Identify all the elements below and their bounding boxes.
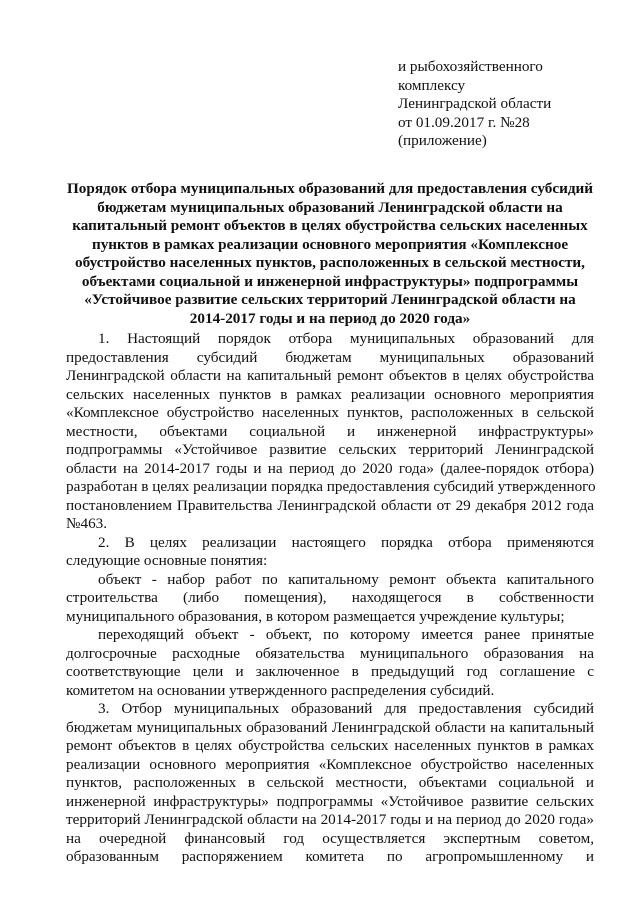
body-line: объект - набор работ по капитальному ремонт объекта капитального xyxy=(98,570,594,588)
body-line: «Комплексное обустройство населенных пунктов, расположенных в сельской xyxy=(66,404,594,421)
body-line: разработан в целях реализации порядка предоставления субсидий утвержденного xyxy=(66,478,596,495)
body-line: образованным распоряжением комитета по агропромышленному и xyxy=(66,848,594,865)
approval-header xyxy=(398,58,628,151)
body-line: №463. xyxy=(66,515,108,532)
title-line: 2014-2017 годы и на период до 2020 года» xyxy=(189,309,471,327)
body-line: пунктов, расположенных в сельской местности, объектами социальной и xyxy=(66,774,594,791)
body-line: реализации основного мероприятия «Комплексное обустройство населенных xyxy=(66,755,594,773)
body-line: следующие основные понятия: xyxy=(66,552,268,569)
title-line: «Устойчивое развитие сельских территорий Ленинградской области на xyxy=(84,291,576,308)
header-line: комплексу xyxy=(398,76,466,94)
body-line: предоставления субсидий бюджетам муниципальных образований xyxy=(66,348,594,366)
document-body xyxy=(66,330,594,867)
body-line: инженерной инфраструктуры» подпрограммы «Устойчивое развитие сельских xyxy=(66,792,594,810)
header-line: и рыбохозяйственного xyxy=(398,58,543,75)
body-line: на очередной финансовый год осуществляется экспертным советом, xyxy=(66,829,594,847)
body-line: сельских населенных пунктов в рамках реализации основного мероприятия xyxy=(66,385,594,403)
header-line: Ленинградской области xyxy=(398,95,552,112)
title-line: объектами социальной и инженерной инфраструктуры» подпрограммы xyxy=(81,272,579,290)
body-line: муниципального образования, в котором размещается учреждение культуры; xyxy=(66,607,565,625)
body-line: территорий Ленинградской области на 2014-2017 годы и на период до 2020 года» xyxy=(66,811,594,828)
document-title xyxy=(66,180,594,328)
definition-transitional-object xyxy=(66,626,594,700)
body-line: комитетом на основании утвержденного распределения субсидий. xyxy=(66,681,495,699)
body-line: местности, объектами социальной и инженерной инфраструктуры» xyxy=(66,422,594,440)
definition-object xyxy=(66,571,594,627)
paragraph-1 xyxy=(66,330,594,534)
body-line: области на 2014-2017 годы и на период до 2020 года» (далее-порядок отбора) xyxy=(66,459,594,477)
title-line: пунктов в рамках реализации основного мероприятия «Комплексное xyxy=(91,235,569,253)
body-line: подпрограммы «Устойчивое развитие сельских территорий Ленинградской xyxy=(66,441,594,458)
title-line: обустройство населенных пунктов, расположенных в сельской местности, xyxy=(75,254,585,271)
body-line: 1. Настоящий порядок отбора муниципальных образований для xyxy=(98,330,594,347)
paragraph-2 xyxy=(66,534,594,571)
body-line: бюджетам муниципальных образований Ленинградской области на капитальный xyxy=(66,718,594,736)
body-line: ремонт объектов в целях обустройства сельских населенных пунктов в рамках xyxy=(66,737,594,754)
title-line: капитальный ремонт объектов в целях обустройства сельских населенных xyxy=(72,217,588,234)
body-line: строительства (либо помещения), находящегося в собственности xyxy=(66,589,594,606)
body-line: долгосрочные расходные обязательства муниципального образования на xyxy=(66,644,594,662)
body-line: 2. В целях реализации настоящего порядка отбора применяются xyxy=(98,533,594,551)
paragraph-3 xyxy=(66,700,594,867)
title-line: бюджетам муниципальных образований Ленинградской области на xyxy=(97,198,563,216)
body-line: переходящий объект - объект, по которому имеется ранее принятые xyxy=(98,626,594,643)
body-line: Ленинградской области на капитальный ремонт объектов в целях обустройства xyxy=(66,367,594,384)
body-line: 3. Отбор муниципальных образований для предоставления субсидий xyxy=(98,700,594,717)
body-line: соответствующие цели и заключенное в предыдущий год соглашение с xyxy=(66,663,594,680)
body-line: постановлением Правительства Ленинградской области от 29 декабря 2012 года xyxy=(66,496,594,514)
title-line: Порядок отбора муниципальных образований для предоставления субсидий xyxy=(66,180,594,197)
header-line: от 01.09.2017 г. №28 xyxy=(398,113,530,131)
header-line: (приложение) xyxy=(398,132,487,149)
